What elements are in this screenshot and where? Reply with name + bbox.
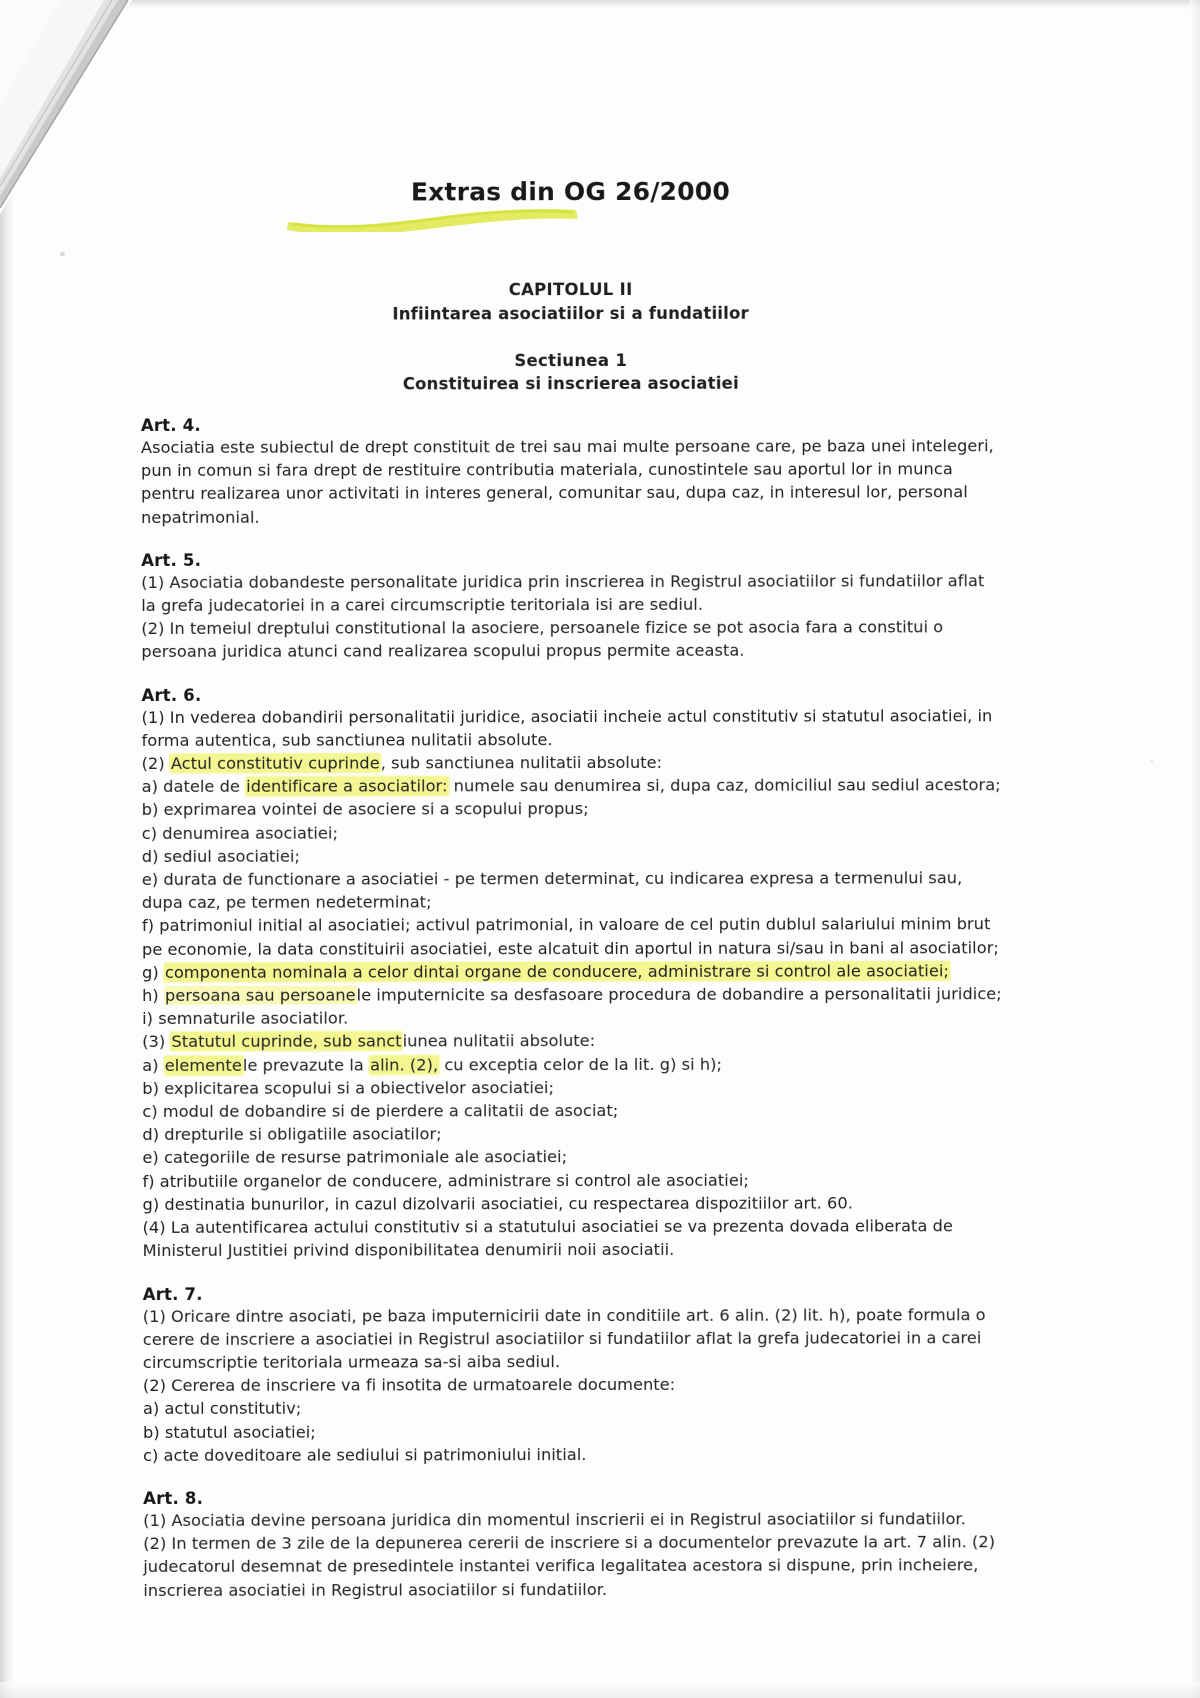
highlight-identificare-asociatilor: identificare a asociatilor:: [246, 776, 448, 797]
list-item-a3-highlighted: [142, 1052, 1002, 1077]
highlight-elemente: elemente: [164, 1055, 242, 1075]
para-prefix: (3): [142, 1032, 171, 1052]
paragraph: (1) Asociatia dobandeste personalitate juridica prin inscrierea in Registrul asociatiilor si fundatiilor aflat la grefa judecatoriei in a carei circumscriptie teritoriala isi are sediul.: [141, 571, 985, 616]
list-item-f3: f) atributiile organelor de conducere, administrare si control ale asociatiei;: [142, 1170, 749, 1191]
list-item-b: b) statutul asociatiei;: [142, 1422, 316, 1442]
page-edge-left: [0, 0, 14, 1698]
item-prefix: a): [142, 1055, 164, 1075]
list-item-a: a) actul constitutiv;: [142, 1398, 302, 1419]
article-heading: Art. 5.: [141, 550, 202, 570]
document-body: [140, 0, 1003, 1602]
section-label: Sectiunea 1: [514, 350, 628, 371]
list-item-a-highlighted: [142, 773, 1002, 798]
page-title: Extras din OG 26/2000: [410, 176, 730, 207]
list-item-f: f) patrimoniul initial al asociatiei; activul patrimonial, in valoare de cel putin dublul salariului minim brut pe economie, la data constituirii asociatiei, este alcatuit din aportul in natura si/sau in bani al asociatilor;: [141, 914, 999, 959]
article-6: [141, 684, 1002, 1263]
article-heading: Art. 8.: [143, 1488, 204, 1508]
page-edge-bottom: [0, 1682, 1200, 1698]
list-item-b3: b) explicitarea scopului si a obiectivelor asociatiei;: [142, 1078, 555, 1098]
item-rest: numele sau denumirea si, dupa caz, domiciliul sau sediul acestora;: [448, 775, 1001, 796]
item-mid: le prevazute la: [242, 1055, 370, 1075]
section-title: Constituirea si inscrierea asociatiei: [402, 373, 739, 394]
folded-corner-icon: [0, 0, 150, 230]
paragraph: Asociatia este subiectul de drept constituit de trei sau mai multe persoane care, pe baza unei intelegeri, pun in comun si fara drept de restituire contributia materiala, cunostintele sau aportul lor in munca pentru realizarea unor activitati in interes general, comunitar sau, dupa caz, in interesul lor, personal nepatrimonial.: [140, 436, 994, 527]
article-4: [141, 414, 1001, 529]
paragraph-3-highlighted: [142, 1029, 1002, 1054]
para-prefix: (2): [141, 753, 170, 774]
paragraph: (1) In vederea dobandirii personalitatii juridice, asociatii incheie actul constitutiv si statutul asociatiei, in forma autentica, sub sanctiunea nulitatii absolute.: [141, 705, 993, 750]
chapter-title: Infiintarea asociatiilor si a fundatiilor: [392, 303, 749, 324]
article-5: [141, 549, 1001, 664]
highlight-statutul-cuprinde: Statutul cuprinde, sub sanct: [171, 1031, 402, 1052]
highlight-actul-constitutiv: Actul constitutiv cuprinde: [170, 753, 380, 773]
para-rest: , sub sanctiunea nulitatii absolute:: [380, 752, 663, 773]
list-item-g-highlighted: [142, 959, 1002, 984]
paragraph: (1) Asociatia devine persoana juridica din momentul inscrierii ei in Registrul asociatiilor si fundatiilor.: [143, 1509, 966, 1530]
highlight-alin-2: alin. (2),: [370, 1055, 439, 1075]
paragraph-2-highlighted: [142, 750, 1002, 775]
list-item-h-highlighted: [142, 982, 1002, 1007]
article-heading: Art. 4.: [140, 415, 201, 435]
article-heading: Art. 6.: [141, 685, 202, 705]
highlight-persoana-persoanele: persoana sau persoane: [164, 985, 356, 1006]
item-prefix: a) datele de: [141, 777, 246, 797]
list-item-e: e) durata de functionare a asociatiei - pe termen determinat, cu indicarea expresa a termenului sau, dupa caz, pe termen nedeterminat;: [141, 868, 963, 913]
article-7: [143, 1283, 1003, 1467]
item-prefix: g): [142, 962, 164, 982]
list-item-b: b) exprimarea vointei de asociere si a scopului propus;: [141, 799, 589, 820]
paragraph: (2) Cererea de inscriere va fi insotita de urmatoarele documente:: [142, 1374, 676, 1396]
scan-speck: [1150, 760, 1153, 763]
list-item-c3: c) modul de dobandire si de pierdere a calitatii de asociat;: [142, 1101, 619, 1122]
paragraph: (2) In temeiul dreptului constitutional la asociere, persoanele fizice se pot asocia fara a constitui o persoana juridica atunci cand realizarea scopului propus permite aceasta.: [141, 617, 944, 662]
item-rest: le imputernicite sa desfasoare procedura de dobandire a personalitatii juridice;: [356, 984, 1002, 1005]
list-item-e3: e) categoriile de resurse patrimoniale ale asociatiei;: [142, 1147, 568, 1168]
article-heading: Art. 7.: [142, 1284, 203, 1304]
list-item-i: i) semnaturile asociatilor.: [142, 1008, 349, 1029]
chapter-label: CAPITOLUL II: [508, 279, 633, 300]
article-8: [143, 1487, 1003, 1602]
item-prefix: h): [142, 986, 164, 1006]
highlight-componenta-nominala: componenta nominala a celor dintai organe de conducere, administrare si control ale asociatiei;: [164, 961, 949, 982]
list-item-d: d) sediul asociatiei;: [141, 846, 301, 866]
page-edge-right: [1190, 0, 1200, 1698]
paragraph: (1) Oricare dintre asociati, pe baza imputernicirii date in conditiile art. 6 alin. (2) lit. h), poate formula o cerere de inscriere a asociatiei in Registrul asociatiilor si fundatiilor aflat la grefa judecatoriei in a carei circumscriptie teritoriala urmeaza sa-si aiba sediul.: [142, 1304, 986, 1372]
list-item-c: c) acte doveditoare ale sediului si patrimoniului initial.: [143, 1444, 587, 1465]
paragraph: (4) La autentificarea actului constitutiv si a statutului asociatiei se va prezenta dovada eliberata de Ministerul Justitiei privind disponibilitatea denumirii noii asociatii.: [142, 1216, 953, 1261]
para-rest: iunea nulitatii absolute:: [402, 1031, 596, 1051]
list-item-d3: d) drepturile si obligatiile asociatilor;: [142, 1124, 442, 1145]
list-item-c: c) denumirea asociatiei;: [141, 823, 338, 843]
paragraph: (2) In termen de 3 zile de la depunerea cererii de inscriere si a documentelor prevazute la art. 7 alin. (2) judecatorul desemnat de presedintele instantei verifica legalitatea acestora si dispune, prin incheiere, inscrierea asociatiei in Registrul asociatiilor si fundatiilor.: [143, 1532, 996, 1600]
scan-speck: [60, 252, 65, 256]
item-rest: cu exceptia celor de la lit. g) si h);: [439, 1054, 723, 1075]
list-item-g3: g) destinatia bunurilor, in cazul dizolvarii asociatiei, cu respectarea dispozitiilor art. 60.: [142, 1193, 853, 1214]
